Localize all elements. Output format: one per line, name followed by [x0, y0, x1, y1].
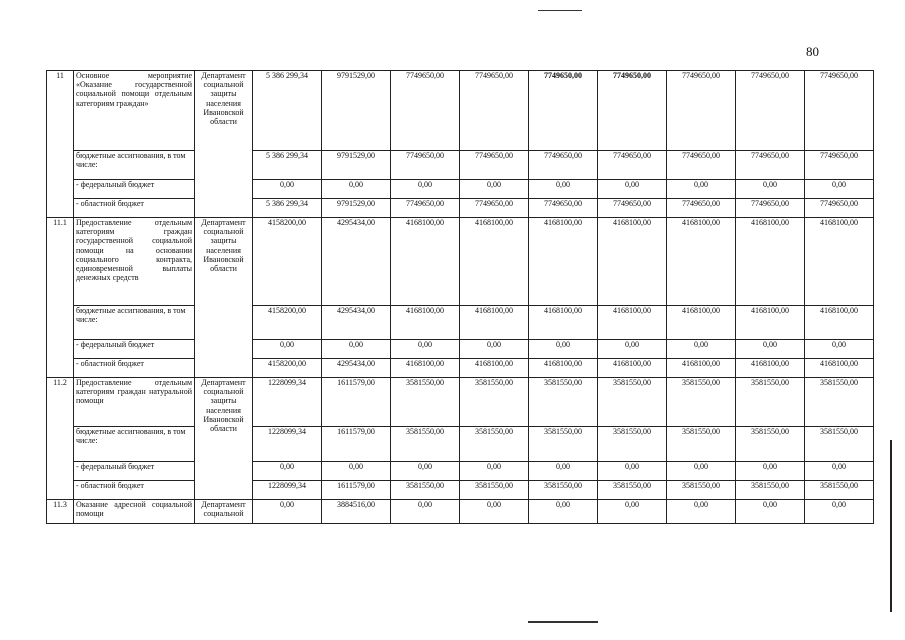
federal-row [47, 340, 874, 359]
budget-row [47, 427, 874, 462]
amount-cell: 3581550,00 [391, 427, 460, 462]
section-row [47, 71, 874, 151]
amount-cell: 4168100,00 [805, 218, 874, 306]
amount-cell: 7749650,00 [460, 151, 529, 180]
row-index: 11.1 [47, 218, 74, 378]
amount-cell: 7749650,00 [736, 151, 805, 180]
amount-cell: 3581550,00 [529, 427, 598, 462]
budget-label: бюджетные ассигнования, в том числе: [74, 306, 195, 340]
amount-cell: 9791529,00 [322, 151, 391, 180]
amount-cell: 7749650,00 [805, 199, 874, 218]
amount-cell: 4295434,00 [322, 218, 391, 306]
amount-cell: 7749650,00 [529, 199, 598, 218]
activity-name: Предоставление отдельным категориям граждан натуральной помощи [74, 378, 195, 427]
section-row [47, 218, 874, 306]
top-rule [538, 10, 582, 11]
amount-cell: 0,00 [805, 500, 874, 524]
amount-cell: 4295434,00 [322, 306, 391, 340]
amount-cell: 4168100,00 [529, 218, 598, 306]
amount-cell: 7749650,00 [598, 71, 667, 151]
amount-cell: 7749650,00 [667, 151, 736, 180]
amount-cell: 4168100,00 [667, 306, 736, 340]
amount-cell: 4168100,00 [391, 218, 460, 306]
amount-cell: 0,00 [805, 462, 874, 481]
amount-cell: 3581550,00 [805, 427, 874, 462]
regional-label: - областной бюджет [74, 481, 195, 500]
amount-cell: 3581550,00 [598, 378, 667, 427]
activity-name: Предоставление отдельным категориям граждан государственной социальной помощи на основании социального контракта, единовременной выплаты денежных средств [74, 218, 195, 306]
amount-cell: 4295434,00 [322, 359, 391, 378]
amount-cell: 4168100,00 [667, 218, 736, 306]
amount-cell: 0,00 [322, 340, 391, 359]
amount-cell: 1228099,34 [253, 427, 322, 462]
amount-cell: 4158200,00 [253, 218, 322, 306]
amount-cell: 0,00 [598, 340, 667, 359]
amount-cell: 0,00 [805, 340, 874, 359]
budget-label: бюджетные ассигнования, в том числе: [74, 151, 195, 180]
amount-cell: 7749650,00 [529, 71, 598, 151]
section-row [47, 378, 874, 427]
amount-cell: 1611579,00 [322, 481, 391, 500]
executor-department: Департамент социальной защиты населения Ивановской области [195, 378, 253, 500]
amount-cell: 0,00 [529, 180, 598, 199]
amount-cell: 0,00 [667, 500, 736, 524]
amount-cell: 7749650,00 [529, 151, 598, 180]
amount-cell: 3581550,00 [667, 378, 736, 427]
amount-cell: 4168100,00 [805, 306, 874, 340]
page-number: 80 [806, 44, 819, 59]
amount-cell: 4168100,00 [598, 218, 667, 306]
amount-cell: 9791529,00 [322, 199, 391, 218]
amount-cell: 0,00 [529, 500, 598, 524]
amount-cell: 7749650,00 [460, 199, 529, 218]
amount-cell: 4168100,00 [736, 218, 805, 306]
amount-cell: 3581550,00 [667, 481, 736, 500]
section-row [47, 500, 874, 524]
amount-cell: 3884516,00 [322, 500, 391, 524]
amount-cell: 4168100,00 [598, 359, 667, 378]
amount-cell: 4168100,00 [667, 359, 736, 378]
amount-cell: 4168100,00 [805, 359, 874, 378]
amount-cell: 4168100,00 [736, 306, 805, 340]
amount-cell: 0,00 [322, 180, 391, 199]
amount-cell: 3581550,00 [391, 378, 460, 427]
amount-cell: 0,00 [391, 500, 460, 524]
amount-cell: 4168100,00 [460, 359, 529, 378]
amount-cell: 7749650,00 [667, 199, 736, 218]
amount-cell: 0,00 [253, 462, 322, 481]
amount-cell: 3581550,00 [805, 481, 874, 500]
amount-cell: 7749650,00 [805, 151, 874, 180]
amount-cell: 0,00 [598, 180, 667, 199]
amount-cell: 5 386 299,34 [253, 71, 322, 151]
amount-cell: 3581550,00 [736, 427, 805, 462]
amount-cell: 0,00 [391, 462, 460, 481]
amount-cell: 7749650,00 [736, 199, 805, 218]
amount-cell: 1611579,00 [322, 427, 391, 462]
scan-edge-mark [890, 440, 892, 612]
amount-cell: 0,00 [805, 180, 874, 199]
amount-cell: 3581550,00 [529, 481, 598, 500]
amount-cell: 0,00 [736, 340, 805, 359]
amount-cell: 7749650,00 [391, 71, 460, 151]
amount-cell: 4168100,00 [598, 306, 667, 340]
amount-cell: 7749650,00 [391, 199, 460, 218]
row-index: 11.2 [47, 378, 74, 500]
amount-cell: 7749650,00 [805, 71, 874, 151]
amount-cell: 1228099,34 [253, 378, 322, 427]
amount-cell: 3581550,00 [736, 481, 805, 500]
amount-cell: 5 386 299,34 [253, 199, 322, 218]
amount-cell: 0,00 [736, 500, 805, 524]
amount-cell: 3581550,00 [460, 481, 529, 500]
amount-cell: 3581550,00 [667, 427, 736, 462]
row-index: 11.3 [47, 500, 74, 524]
amount-cell: 0,00 [598, 500, 667, 524]
amount-cell: 0,00 [667, 340, 736, 359]
regional-row [47, 359, 874, 378]
federal-label: - федеральный бюджет [74, 180, 195, 199]
regional-label: - областной бюджет [74, 199, 195, 218]
federal-row [47, 462, 874, 481]
amount-cell: 3581550,00 [460, 378, 529, 427]
federal-label: - федеральный бюджет [74, 340, 195, 359]
amount-cell: 4168100,00 [529, 359, 598, 378]
executor-department: Департамент социальной защиты населения Ивановской области [195, 218, 253, 378]
executor-department: Департамент социальной защиты населения Ивановской области [195, 71, 253, 218]
amount-cell: 3581550,00 [598, 481, 667, 500]
federal-row [47, 180, 874, 199]
regional-row [47, 481, 874, 500]
amount-cell: 0,00 [667, 180, 736, 199]
amount-cell: 0,00 [736, 180, 805, 199]
amount-cell: 0,00 [460, 340, 529, 359]
amount-cell: 0,00 [253, 500, 322, 524]
amount-cell: 7749650,00 [598, 199, 667, 218]
amount-cell: 3581550,00 [460, 427, 529, 462]
activity-name: Оказание адресной социальной помощи [74, 500, 195, 524]
budget-label: бюджетные ассигнования, в том числе: [74, 427, 195, 462]
amount-cell: 0,00 [253, 180, 322, 199]
regional-row [47, 199, 874, 218]
budget-row [47, 151, 874, 180]
amount-cell: 7749650,00 [460, 71, 529, 151]
amount-cell: 7749650,00 [667, 71, 736, 151]
amount-cell: 0,00 [529, 462, 598, 481]
amount-cell: 0,00 [391, 340, 460, 359]
amount-cell: 3581550,00 [391, 481, 460, 500]
amount-cell: 1228099,34 [253, 481, 322, 500]
amount-cell: 5 386 299,34 [253, 151, 322, 180]
amount-cell: 0,00 [598, 462, 667, 481]
bottom-rule [528, 621, 598, 623]
activity-name: Основное мероприятие «Оказание государственной социальной помощи отдельным категориям граждан» [74, 71, 195, 151]
executor-department: Департамент социальной [195, 500, 253, 524]
amount-cell: 3581550,00 [805, 378, 874, 427]
budget-table [46, 70, 874, 524]
amount-cell: 0,00 [391, 180, 460, 199]
amount-cell: 4158200,00 [253, 359, 322, 378]
amount-cell: 0,00 [253, 340, 322, 359]
amount-cell: 4168100,00 [736, 359, 805, 378]
row-index: 11 [47, 71, 74, 218]
amount-cell: 9791529,00 [322, 71, 391, 151]
amount-cell: 0,00 [667, 462, 736, 481]
amount-cell: 3581550,00 [736, 378, 805, 427]
amount-cell: 1611579,00 [322, 378, 391, 427]
amount-cell: 0,00 [529, 340, 598, 359]
amount-cell: 4168100,00 [391, 359, 460, 378]
amount-cell: 7749650,00 [391, 151, 460, 180]
amount-cell: 0,00 [322, 462, 391, 481]
amount-cell: 4168100,00 [460, 218, 529, 306]
amount-cell: 0,00 [460, 180, 529, 199]
amount-cell: 3581550,00 [598, 427, 667, 462]
regional-label: - областной бюджет [74, 359, 195, 378]
amount-cell: 0,00 [736, 462, 805, 481]
amount-cell: 7749650,00 [736, 71, 805, 151]
amount-cell: 0,00 [460, 462, 529, 481]
amount-cell: 0,00 [460, 500, 529, 524]
federal-label: - федеральный бюджет [74, 462, 195, 481]
amount-cell: 4168100,00 [391, 306, 460, 340]
amount-cell: 4168100,00 [529, 306, 598, 340]
amount-cell: 4168100,00 [460, 306, 529, 340]
amount-cell: 7749650,00 [598, 151, 667, 180]
amount-cell: 4158200,00 [253, 306, 322, 340]
amount-cell: 3581550,00 [529, 378, 598, 427]
budget-row [47, 306, 874, 340]
